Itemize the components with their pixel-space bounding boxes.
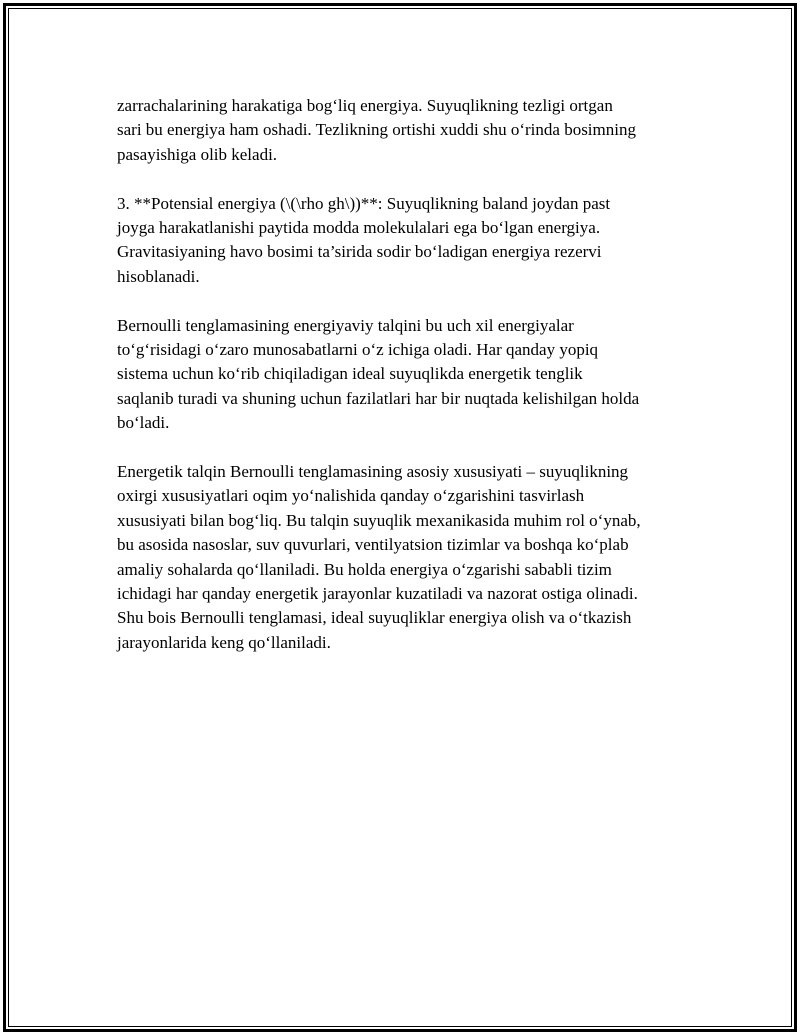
text-line: zarrachalarining harakatiga bog‘liq energiya. Suyuqlikning tezligi ortgan <box>117 96 613 115</box>
document-body <box>117 94 697 680</box>
text-line: sari bu energiya ham oshadi. Tezlikning ortishi xuddi shu o‘rinda bosimning <box>117 120 636 140</box>
paragraph-energy-interpretation <box>117 314 697 436</box>
text-line: 3. **Potensial energiya (\(\rho gh\))**: Suyuqlikning baland joydan past <box>117 193 611 213</box>
paragraph-kinetic-energy-continuation <box>117 94 697 167</box>
text-line: jarayonlarida keng qo‘llaniladi. <box>117 632 331 652</box>
text-line: pasayishiga olib keladi. <box>117 144 278 164</box>
paragraph-energetic-application <box>117 460 697 655</box>
text-line: ichidagi har qanday energetik jarayonlar kuzatiladi va nazorat ostiga olinadi. <box>117 584 638 604</box>
text-line: Gravitasiyaning havo bosimi ta’sirida sodir bo‘ladigan energiya rezervi <box>117 242 602 262</box>
text-line: Shu bois Bernoulli tenglamasi, ideal suyuqliklar energiya olish va o‘tkazish <box>117 608 632 628</box>
paragraph-potential-energy <box>117 192 697 290</box>
text-line: Energetik talqin Bernoulli tenglamasining asosiy xususiyati – suyuqlikning <box>117 462 629 482</box>
text-line: joyga harakatlanishi paytida modda molekulalari ega bo‘lgan energiya. <box>117 218 601 238</box>
text-line: sistema uchun ko‘rib chiqiladigan ideal suyuqlikda energetik tenglik <box>117 364 583 384</box>
text-line: amaliy sohalarda qo‘llaniladi. Bu holda energiya o‘zgarishi sababli tizim <box>117 559 612 579</box>
text-line: hisoblanadi. <box>117 266 200 286</box>
text-line: oxirgi xususiyatlari oqim yo‘nalishida qanday o‘zgarishini tasvirlash <box>117 486 585 506</box>
text-line: bo‘ladi. <box>117 413 170 433</box>
text-line: Bernoulli tenglamasining energiyaviy talqini bu uch xil energiyalar <box>117 315 574 335</box>
text-line: xususiyati bilan bog‘liq. Bu talqin suyuqlik mexanikasida muhim rol o‘ynab, <box>117 510 641 530</box>
text-line: to‘g‘risidagi o‘zaro munosabatlarni o‘z ichiga oladi. Har qanday yopiq <box>117 340 599 360</box>
text-line: bu asosida nasoslar, suv quvurlari, ventilyatsion tizimlar va boshqa ko‘plab <box>117 535 629 555</box>
text-line: saqlanib turadi va shuning uchun fazilatlari har bir nuqtada kelishilgan holda <box>117 388 640 408</box>
